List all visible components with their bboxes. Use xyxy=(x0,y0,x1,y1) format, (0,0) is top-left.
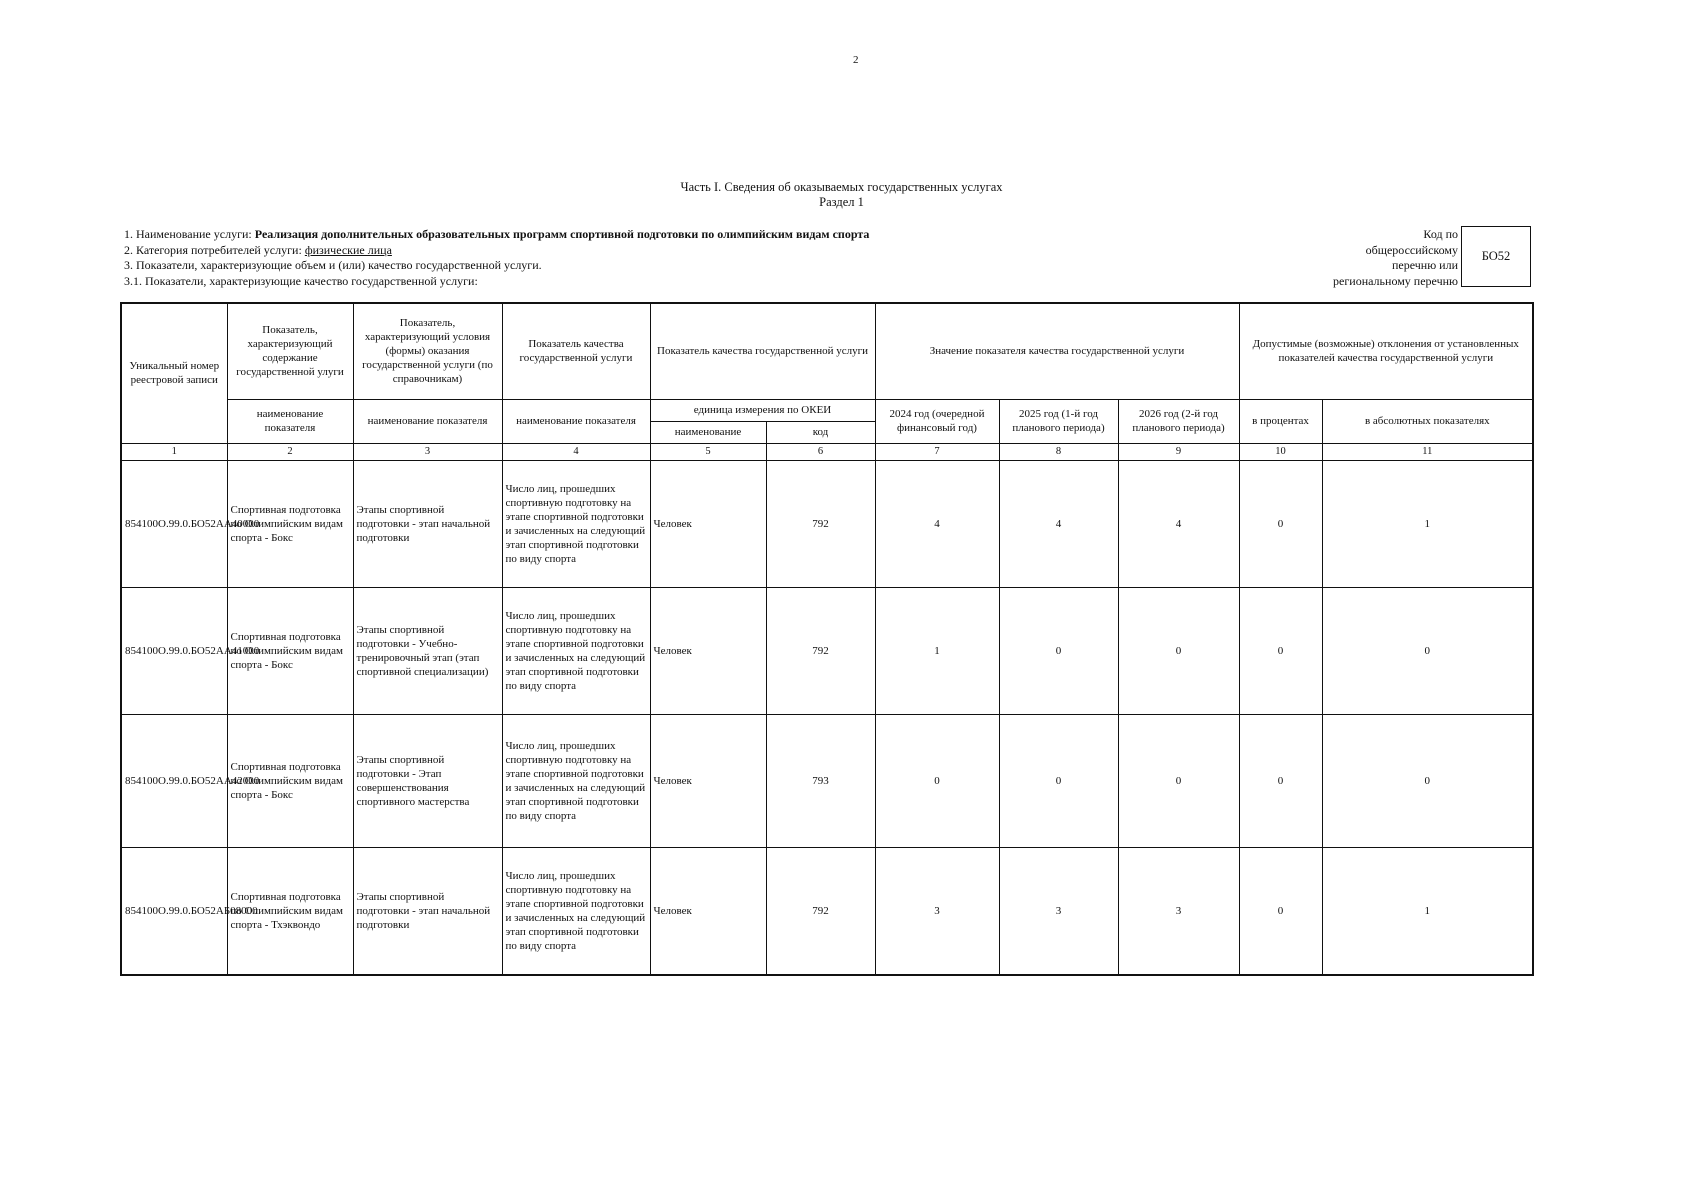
table-row xyxy=(121,587,1533,714)
unit-code: 792 xyxy=(766,587,875,714)
indicators-line: 3. Показатели, характеризующие объем и (или) качество государственной услуги. xyxy=(124,258,542,272)
unit-code: 793 xyxy=(766,714,875,847)
header-unique-number: Уникальный номер реестровой записи xyxy=(121,303,227,443)
consumer-category: физические лица xyxy=(304,242,392,257)
deviation-absolute: 1 xyxy=(1322,847,1533,975)
service-name: Реализация дополнительных образовательных программ спортивной подготовки по олимпийским видам спорта xyxy=(254,227,870,241)
code-value-box: БО52 xyxy=(1461,226,1531,287)
unit-name: Человек xyxy=(650,587,766,714)
part-title: Часть I. Сведения об оказываемых государственных услугах xyxy=(680,180,1003,194)
deviation-absolute: 0 xyxy=(1322,714,1533,847)
header-values: Значение показателя качества государственной услуги xyxy=(875,303,1239,399)
column-number: 9 xyxy=(1118,443,1239,460)
quality-indicator: Число лиц, прошедших спортивную подготовку на этапе спортивной подготовки и зачисленных на следующий этап спортивной подготовки по виду спорта xyxy=(502,847,650,975)
header-row xyxy=(121,303,1533,399)
header-in-percent: в процентах xyxy=(1239,399,1322,443)
value-2026: 3 xyxy=(1118,847,1239,975)
column-number: 2 xyxy=(227,443,353,460)
deviation-percent: 0 xyxy=(1239,847,1322,975)
quality-indicator: Число лиц, прошедших спортивную подготовку на этапе спортивной подготовки и зачисленных на следующий этап спортивной подготовки по виду спорта xyxy=(502,460,650,587)
column-number: 8 xyxy=(999,443,1118,460)
header-unit-okei: единица измерения по ОКЕИ xyxy=(650,399,875,421)
header-unit-code: код xyxy=(766,421,875,443)
unit-name: Человек xyxy=(650,460,766,587)
header-indicator-name: наименование показателя xyxy=(502,399,650,443)
column-number: 7 xyxy=(875,443,999,460)
table-row xyxy=(121,460,1533,587)
deviation-percent: 0 xyxy=(1239,460,1322,587)
document-heading xyxy=(0,180,1683,210)
conditions-indicator: Этапы спортивной подготовки - Этап совершенствования спортивного мастерства xyxy=(353,714,502,847)
quality-indicators-table xyxy=(120,302,1534,976)
column-number: 4 xyxy=(502,443,650,460)
header-subrow xyxy=(121,399,1533,421)
quality-indicator: Число лиц, прошедших спортивную подготовку на этапе спортивной подготовки и зачисленных на следующий этап спортивной подготовки по виду спорта xyxy=(502,714,650,847)
registry-id: 854100О.99.0.БО52АА41000 xyxy=(121,587,227,714)
header-year-2025: 2025 год (1-й год планового периода) xyxy=(999,399,1118,443)
header-indicator-name: наименование показателя xyxy=(353,399,502,443)
service-info xyxy=(124,227,869,289)
deviation-percent: 0 xyxy=(1239,714,1322,847)
content-indicator: Спортивная подготовка по Олимпийским видам спорта - Бокс xyxy=(227,587,353,714)
value-2026: 4 xyxy=(1118,460,1239,587)
content-indicator: Спортивная подготовка по Олимпийским видам спорта - Бокс xyxy=(227,460,353,587)
header-year-2026: 2026 год (2-й год планового периода) xyxy=(1118,399,1239,443)
registry-id: 854100О.99.0.БО52АА40000 xyxy=(121,460,227,587)
column-number: 11 xyxy=(1322,443,1533,460)
quality-indicator: Число лиц, прошедших спортивную подготовку на этапе спортивной подготовки и зачисленных на следующий этап спортивной подготовки по виду спорта xyxy=(502,587,650,714)
value-2024: 0 xyxy=(875,714,999,847)
header-conditions-indicator: Показатель, характеризующий условия (формы) оказания государственной услуги (по справочникам) xyxy=(353,303,502,399)
deviation-absolute: 1 xyxy=(1322,460,1533,587)
unit-name: Человек xyxy=(650,847,766,975)
table-row xyxy=(121,714,1533,847)
unit-name: Человек xyxy=(650,714,766,847)
column-number: 6 xyxy=(766,443,875,460)
conditions-indicator: Этапы спортивной подготовки - этап начальной подготовки xyxy=(353,460,502,587)
header-in-absolute: в абсолютных показателях xyxy=(1322,399,1533,443)
column-number: 3 xyxy=(353,443,502,460)
value-2026: 0 xyxy=(1118,714,1239,847)
header-deviations: Допустимые (возможные) отклонения от установленных показателей качества государственной услуги xyxy=(1239,303,1533,399)
value-2025: 0 xyxy=(999,714,1118,847)
section-title: Раздел 1 xyxy=(819,195,864,209)
unit-code: 792 xyxy=(766,460,875,587)
column-number: 1 xyxy=(121,443,227,460)
header-year-2024: 2024 год (очередной финансовый год) xyxy=(875,399,999,443)
conditions-indicator: Этапы спортивной подготовки - этап начальной подготовки xyxy=(353,847,502,975)
service-name-line: 1. Наименование услуги: Реализация дополнительных образовательных программ спортивной подготовки по олимпийским видам спорта xyxy=(124,227,870,241)
header-unit-name: наименование xyxy=(650,421,766,443)
deviation-absolute: 0 xyxy=(1322,587,1533,714)
header-indicator-name: наименование показателя xyxy=(227,399,353,443)
table-row xyxy=(121,847,1533,975)
header-quality-indicator-unit: Показатель качества государственной услуги xyxy=(650,303,875,399)
conditions-indicator: Этапы спортивной подготовки - Учебно-тренировочный этап (этап спортивной специализации) xyxy=(353,587,502,714)
value-2026: 0 xyxy=(1118,587,1239,714)
quality-indicators-line: 3.1. Показатели, характеризующие качество государственной услуги: xyxy=(124,273,478,288)
column-number: 5 xyxy=(650,443,766,460)
value-2024: 4 xyxy=(875,460,999,587)
consumer-category-line: 2. Категория потребителей услуги: физические лица xyxy=(124,242,392,257)
header-quality-indicator: Показатель качества государственной услуги xyxy=(502,303,650,399)
unit-code: 792 xyxy=(766,847,875,975)
header-content-indicator: Показатель, характеризующий содержание государственной улуги xyxy=(227,303,353,399)
content-indicator: Спортивная подготовка по Олимпийским видам спорта - Тхэквондо xyxy=(227,847,353,975)
content-indicator: Спортивная подготовка по Олимпийским видам спорта - Бокс xyxy=(227,714,353,847)
page-number: 2 xyxy=(853,54,859,66)
value-2024: 3 xyxy=(875,847,999,975)
column-numbers-row xyxy=(121,443,1533,460)
value-2025: 0 xyxy=(999,587,1118,714)
value-2025: 4 xyxy=(999,460,1118,587)
value-2024: 1 xyxy=(875,587,999,714)
column-number: 10 xyxy=(1239,443,1322,460)
value-2025: 3 xyxy=(999,847,1118,975)
deviation-percent: 0 xyxy=(1239,587,1322,714)
code-label: Код по общероссийскому перечню или региональному перечню xyxy=(1333,227,1458,288)
registry-id: 854100О.99.0.БО52АА42000 xyxy=(121,714,227,847)
registry-id: 854100О.99.0.БО52АБ08000 xyxy=(121,847,227,975)
